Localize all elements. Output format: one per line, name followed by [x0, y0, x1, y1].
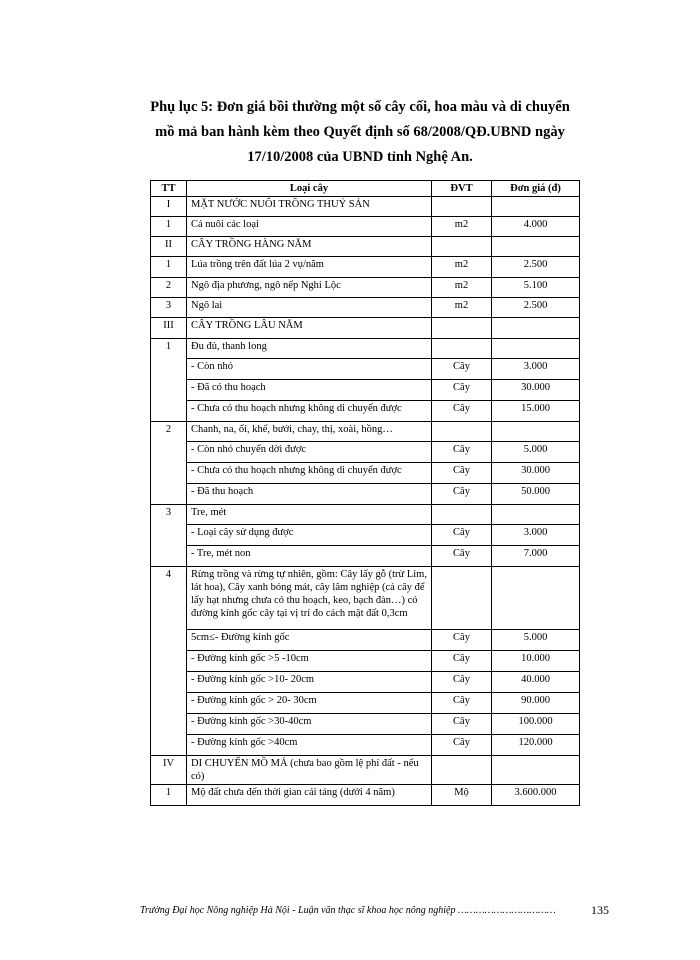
cell-name: - Đường kính gốc >5 -10cm	[187, 651, 432, 672]
cell-name: - Đường kính gốc >40cm	[187, 735, 432, 756]
table-row	[151, 672, 580, 693]
table-row	[151, 505, 580, 525]
table-row	[151, 735, 580, 756]
cell-name: Cá nuôi các loại	[187, 217, 432, 237]
table-row	[151, 380, 580, 401]
cell-unit	[432, 567, 492, 630]
table-row	[151, 463, 580, 484]
cell-name: - Loại cây sử dụng được	[187, 525, 432, 546]
cell-price	[492, 197, 580, 217]
cell-price: 100.000	[492, 714, 580, 735]
cell-unit	[432, 505, 492, 525]
cell-name: - Đã có thu hoạch	[187, 380, 432, 401]
table-row	[151, 257, 580, 278]
cell-tt: 2	[151, 278, 187, 298]
header-tt: TT	[151, 181, 187, 197]
cell-unit	[432, 756, 492, 785]
cell-tt: 1	[151, 217, 187, 237]
cell-price: 3.600.000	[492, 785, 580, 806]
cell-price: 2.500	[492, 257, 580, 278]
cell-name: Chanh, na, ổi, khế, bưởi, chay, thị, xoài, hồng…	[187, 422, 432, 442]
table-row	[151, 339, 580, 359]
document-title	[130, 95, 590, 170]
table-row	[151, 318, 580, 339]
cell-unit: Cây	[432, 380, 492, 401]
table-header-row	[151, 181, 580, 197]
cell-unit: Cây	[432, 630, 492, 651]
header-price: Đơn giá (đ)	[492, 181, 580, 197]
header-name: Loại cây	[187, 181, 432, 197]
cell-unit	[432, 339, 492, 359]
table-row	[151, 693, 580, 714]
cell-name: - Đường kính gốc >30-40cm	[187, 714, 432, 735]
cell-tt: 1	[151, 785, 187, 806]
cell-tt: IV	[151, 756, 187, 785]
cell-unit	[432, 197, 492, 217]
cell-name: - Chưa có thu hoạch nhưng không di chuyển được	[187, 463, 432, 484]
table-row	[151, 197, 580, 217]
header-unit: ĐVT	[432, 181, 492, 197]
compensation-price-table	[150, 180, 580, 806]
cell-name: Ngô địa phương, ngô nếp Nghi Lộc	[187, 278, 432, 298]
table-row	[151, 651, 580, 672]
cell-unit: Cây	[432, 651, 492, 672]
cell-tt: 3	[151, 298, 187, 318]
cell-tt: I	[151, 197, 187, 217]
table-row	[151, 237, 580, 257]
cell-tt: 3	[151, 505, 187, 567]
cell-unit: Cây	[432, 693, 492, 714]
cell-unit: Cây	[432, 525, 492, 546]
cell-price: 4.000	[492, 217, 580, 237]
cell-unit: Cây	[432, 442, 492, 463]
cell-unit	[432, 318, 492, 339]
table-row	[151, 630, 580, 651]
cell-name: 5cm≤- Đường kính gốc	[187, 630, 432, 651]
cell-tt: 1	[151, 339, 187, 422]
table-row	[151, 756, 580, 785]
cell-name: - Còn nhỏ	[187, 359, 432, 380]
table-row	[151, 484, 580, 505]
cell-name: Mộ đất chưa đến thời gian cải táng (dưới 4 năm)	[187, 785, 432, 806]
cell-unit	[432, 422, 492, 442]
cell-name: Lúa trồng trên đất lúa 2 vụ/năm	[187, 257, 432, 278]
table-row	[151, 442, 580, 463]
cell-price	[492, 318, 580, 339]
cell-price: 7.000	[492, 546, 580, 567]
cell-price: 3.000	[492, 359, 580, 380]
table-row	[151, 785, 580, 806]
cell-unit: m2	[432, 257, 492, 278]
cell-unit: Cây	[432, 714, 492, 735]
table-row	[151, 525, 580, 546]
cell-price	[492, 505, 580, 525]
table-row	[151, 567, 580, 630]
cell-price: 5.000	[492, 630, 580, 651]
cell-name: - Đường kính gốc >10- 20cm	[187, 672, 432, 693]
cell-unit: Cây	[432, 546, 492, 567]
table-row	[151, 298, 580, 318]
cell-name: - Đã thu hoạch	[187, 484, 432, 505]
cell-unit: m2	[432, 278, 492, 298]
cell-name: Tre, mét	[187, 505, 432, 525]
cell-name: - Còn nhỏ chuyển dời được	[187, 442, 432, 463]
cell-unit: Cây	[432, 359, 492, 380]
cell-price: 30.000	[492, 463, 580, 484]
cell-price	[492, 339, 580, 359]
cell-unit: Cây	[432, 463, 492, 484]
page-footer: Trường Đại học Nông nghiệp Hà Nội - Luận văn thạc sĩ khoa học nông nghiệp ……………………………	[140, 905, 556, 916]
table-row	[151, 422, 580, 442]
cell-price: 2.500	[492, 298, 580, 318]
cell-price: 10.000	[492, 651, 580, 672]
cell-unit: m2	[432, 298, 492, 318]
cell-tt: II	[151, 237, 187, 257]
cell-tt: III	[151, 318, 187, 339]
cell-name: - Đường kính gốc > 20- 30cm	[187, 693, 432, 714]
cell-price	[492, 237, 580, 257]
table-row	[151, 359, 580, 380]
cell-price: 30.000	[492, 380, 580, 401]
cell-price: 5.000	[492, 442, 580, 463]
cell-name: DI CHUYỂN MỒ MẢ (chưa bao gồm lệ phí đất - nếu có)	[187, 756, 432, 785]
cell-unit: m2	[432, 217, 492, 237]
cell-unit: Cây	[432, 672, 492, 693]
cell-price: 120.000	[492, 735, 580, 756]
cell-price: 90.000	[492, 693, 580, 714]
cell-price: 15.000	[492, 401, 580, 422]
cell-price: 3.000	[492, 525, 580, 546]
cell-name: - Chưa có thu hoạch nhưng không di chuyển được	[187, 401, 432, 422]
table-body	[151, 197, 580, 806]
title-line-1: Phụ lục 5: Đơn giá bồi thường một số cây cối, hoa màu và di chuyển	[150, 99, 570, 115]
table-row	[151, 714, 580, 735]
cell-tt: 4	[151, 567, 187, 756]
cell-unit: Cây	[432, 484, 492, 505]
cell-unit: Cây	[432, 735, 492, 756]
cell-price: 50.000	[492, 484, 580, 505]
cell-name: Rừng trồng và rừng tự nhiên, gồm: Cây lấy gỗ (trừ Lim, lát hoa), Cây xanh bóng mát, cây lâm nghiệp (cả cây để lấy hạt nhưng chưa có thu hoạch, keo, bạch đàn…) có đường kính gốc cây tại vị trí đo cách mặt đất 0,3cm	[187, 567, 432, 630]
title-line-2: mồ mả ban hành kèm theo Quyết định số 68/2008/QĐ.UBND ngày	[155, 124, 565, 140]
cell-price	[492, 756, 580, 785]
cell-tt: 1	[151, 257, 187, 278]
table-row	[151, 278, 580, 298]
cell-unit: Cây	[432, 401, 492, 422]
page-number: 135	[591, 903, 609, 917]
title-line-3: 17/10/2008 của UBND tỉnh Nghệ An.	[247, 149, 473, 165]
cell-tt: 2	[151, 422, 187, 505]
cell-name: - Tre, mét non	[187, 546, 432, 567]
cell-name: MẶT NƯỚC NUÔI TRỒNG THUỶ SẢN	[187, 197, 432, 217]
cell-unit	[432, 237, 492, 257]
table-row	[151, 401, 580, 422]
table-row	[151, 546, 580, 567]
cell-name: CÂY TRỒNG HÀNG NĂM	[187, 237, 432, 257]
table-row	[151, 217, 580, 237]
cell-name: Ngô lai	[187, 298, 432, 318]
cell-name: CÂY TRỒNG LÂU NĂM	[187, 318, 432, 339]
cell-price: 5.100	[492, 278, 580, 298]
cell-price	[492, 422, 580, 442]
cell-price: 40.000	[492, 672, 580, 693]
cell-unit: Mộ	[432, 785, 492, 806]
cell-price	[492, 567, 580, 630]
cell-name: Đu đủ, thanh long	[187, 339, 432, 359]
